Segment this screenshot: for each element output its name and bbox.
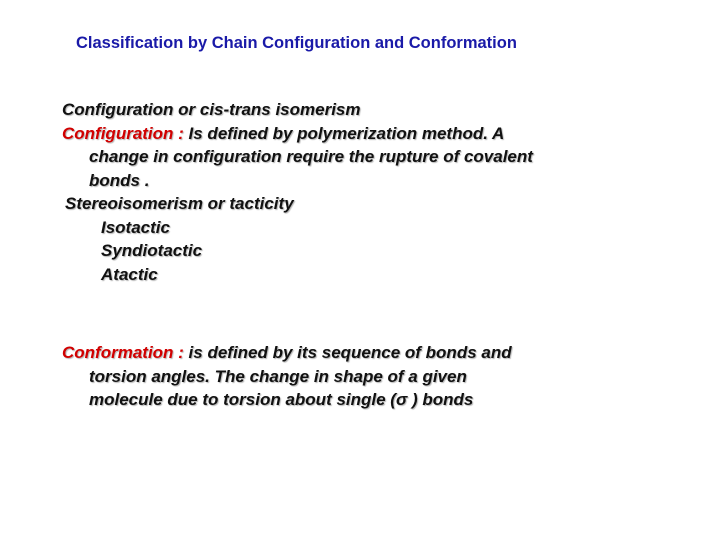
conformation-definition-continuation: torsion angles. The change in shape of a given xyxy=(89,366,467,386)
tacticity-item-atactic: Atactic xyxy=(101,264,158,284)
configuration-definition-text: Is defined by polymerization method. A xyxy=(183,123,505,143)
conformation-term: Conformation : xyxy=(62,343,184,362)
configuration-definition-continuation: bonds . xyxy=(89,170,150,190)
slide-title: Classification by Chain Configuration and Conformation xyxy=(76,34,517,52)
conformation-section xyxy=(62,341,662,412)
configuration-definition-line xyxy=(62,122,662,146)
conformation-definition-text: is defined by its sequence of bonds and xyxy=(183,343,512,362)
configuration-term: Configuration : xyxy=(62,123,184,143)
tacticity-heading: Stereoisomerism or tacticity xyxy=(65,194,294,213)
configuration-section xyxy=(62,98,662,286)
conformation-definition-line xyxy=(62,341,662,365)
tacticity-item-syndiotactic: Syndiotactic xyxy=(101,241,203,260)
configuration-heading: Configuration or cis-trans isomerism xyxy=(62,100,361,119)
tacticity-item-isotactic: Isotactic xyxy=(101,217,170,237)
configuration-definition-continuation: change in configuration require the rupture of covalent xyxy=(89,147,533,166)
conformation-definition-continuation: molecule due to torsion about single (σ ) bonds xyxy=(89,390,474,409)
